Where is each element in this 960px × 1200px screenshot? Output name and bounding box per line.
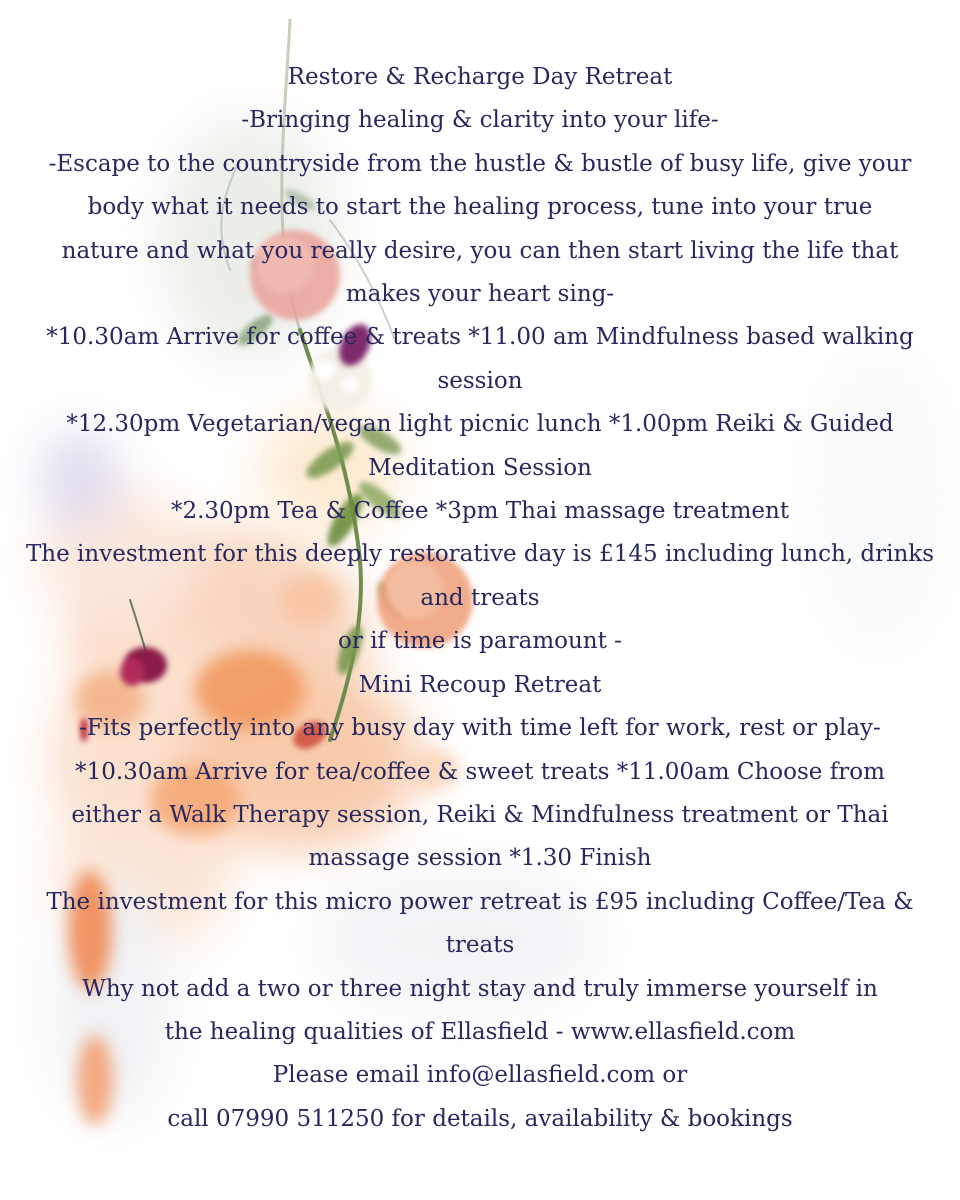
overnight-stay-offer: Why not add a two or three night stay and truly immerse yourself in the healing qualities of Ellasfield - www.ellasfield.com	[82, 975, 878, 1045]
day-schedule-morning: *10.30am Arrive for coffee & treats *11.00 am Mindfulness based walking session	[46, 324, 914, 394]
retreat-tagline: -Bringing healing & clarity into your life-	[241, 107, 719, 134]
day-schedule-afternoon: *2.30pm Tea & Coffee *3pm Thai massage treatment	[170, 498, 790, 525]
mini-retreat-tagline: -Fits perfectly into any busy day with time left for work, rest or play-	[79, 715, 881, 742]
mini-retreat-title: Mini Recoup Retreat	[358, 671, 602, 698]
alternative-intro: or if time is paramount -	[338, 628, 622, 655]
flyer-text	[20, 56, 940, 1141]
contact-email: Please email info@ellasfield.com or	[272, 1062, 688, 1089]
day-schedule-midday: *12.30pm Vegetarian/vegan light picnic lunch *1.00pm Reiki & Guided Meditation Session	[66, 411, 894, 481]
mini-retreat-investment: The investment for this micro power retreat is £95 including Coffee/Tea & treats	[46, 888, 914, 959]
mini-retreat-schedule: *10.30am Arrive for tea/coffee & sweet treats *11.00am Choose from either a Walk Therapy session, Reiki & Mindfulness treatment or Thai massage session *1.30 Finish	[71, 758, 889, 872]
retreat-title: Restore & Recharge Day Retreat	[287, 64, 673, 90]
retreat-intro: -Escape to the countryside from the hustle & bustle of busy life, give your body what it needs to start the healing process, tune into your true nature and what you really desire, you can then start living the life that makes your heart sing-	[48, 150, 912, 308]
contact-phone: call 07990 511250 for details, availability & bookings	[167, 1105, 793, 1132]
day-investment: The investment for this deeply restorative day is £145 including lunch, drinks and treats	[25, 541, 935, 611]
